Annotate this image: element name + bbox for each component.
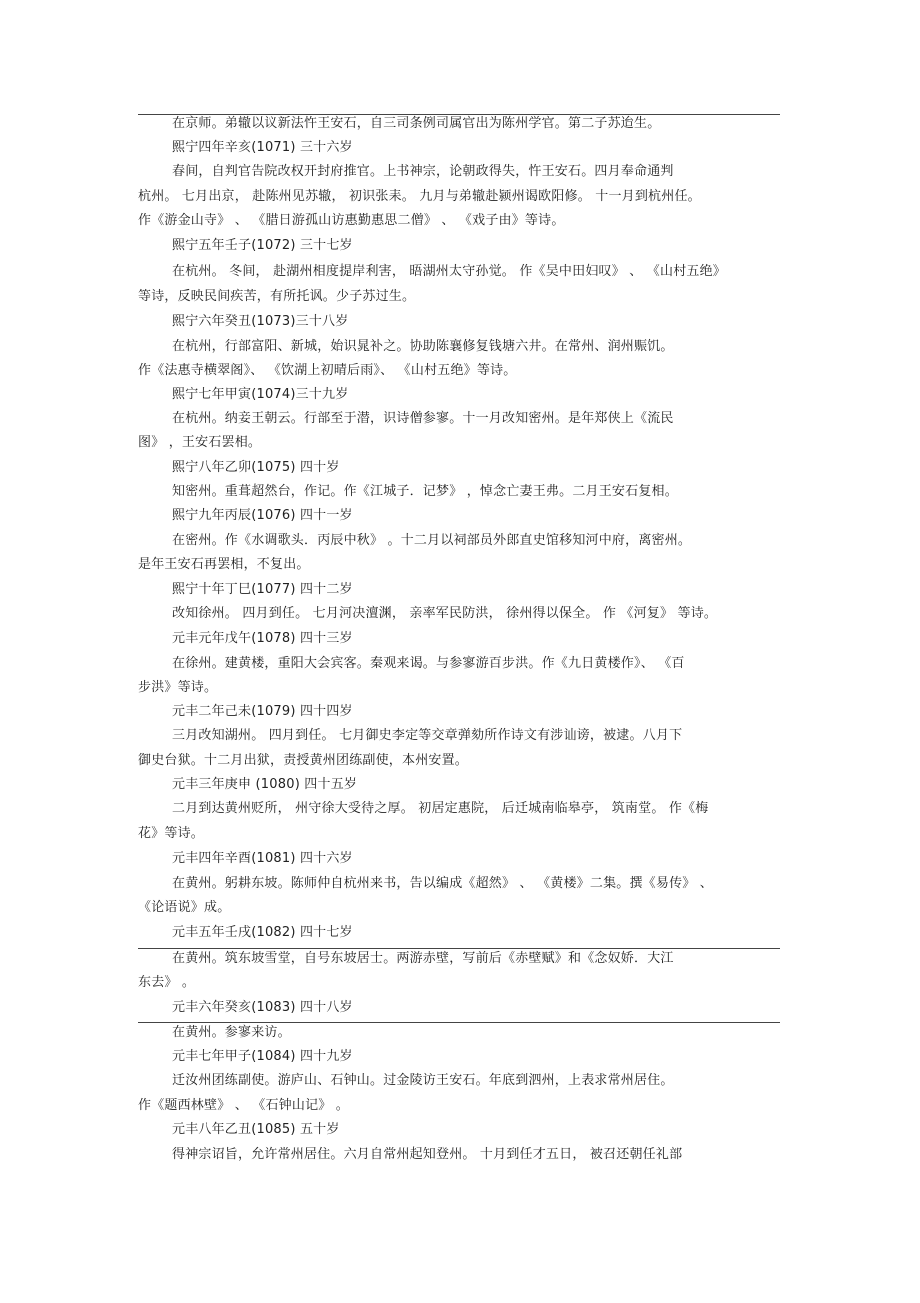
year-heading-1071: 熙宁四年辛亥(1071) 三十六岁 [172, 140, 353, 155]
body-line: 在杭州。纳妾王朝云。行部至于潜，识诗僧参寥。十一月改知密州。是年郑侠上《流民 [172, 411, 674, 426]
body-line: 步洪》等诗。 [138, 680, 218, 695]
body-line: 御史台狱。十二月出狱，责授黄州团练副使，本州安置。 [138, 753, 469, 768]
body-line: 在杭州。 冬间， 赴湖州相度提岸利害， 晤湖州太守孙觉。 作《吴中田妇叹》 、 《山村五绝》 [172, 264, 726, 279]
body-line: 在杭州，行部富阳、新城，始识晁补之。协助陈襄修复钱塘六井。在常州、润州赈饥。 [172, 339, 674, 354]
body-line: 东去》 。 [138, 975, 196, 990]
year-heading-1077: 熙宁十年丁巳(1077) 四十二岁 [172, 582, 353, 597]
year-heading-1075: 熙宁八年乙卯(1075) 四十岁 [172, 460, 340, 475]
body-line: 是年王安石再罢相，不复出。 [138, 557, 310, 572]
body-line: 迁汝州团练副使。游庐山、石钟山。过金陵访王安石。年底到泗州，上表求常州居住。 [172, 1073, 674, 1088]
body-line: 在京师。弟辙以议新法忤王安石，自三司条例司属官出为陈州学官。第二子苏迨生。 [172, 116, 661, 131]
body-line: 在黄州。筑东坡雪堂，自号东坡居士。两游赤壁，写前后《赤壁赋》和《念奴娇．大江 [172, 951, 674, 966]
section-rule-1083 [138, 1022, 780, 1023]
body-line: 在密州。作《水调歌头．丙辰中秋》 。十二月以祠部员外郎直史馆移知河中府，离密州。 [172, 533, 692, 548]
body-line: 在黄州。躬耕东坡。陈师仲自杭州来书，告以编成《超然》 、 《黄楼》二集。撰《易传》 、 [172, 876, 713, 891]
section-rule-1082 [138, 948, 780, 949]
body-line: 知密州。重葺超然台，作记。作《江城子．记梦》 ，悼念亡妻王弗。二月王安石复相。 [172, 484, 678, 499]
body-line: 春间，自判官告院改权开封府推官。上书神宗，论朝政得失，忤王安石。四月奉命通判 [172, 164, 674, 179]
year-heading-1079: 元丰二年己未(1079) 四十四岁 [172, 704, 353, 719]
body-line: 《论语说》成。 [138, 900, 231, 915]
year-heading-1074: 熙宁七年甲寅(1074)三十九岁 [172, 387, 349, 402]
body-line: 作《题西林壁》 、 《石钟山记》 。 [138, 1098, 349, 1113]
year-heading-1080: 元丰三年庚申 (1080) 四十五岁 [172, 777, 358, 792]
year-heading-1076: 熙宁九年丙辰(1076) 四十一岁 [172, 508, 353, 523]
year-heading-1084: 元丰七年甲子(1084) 四十九岁 [172, 1049, 353, 1064]
year-heading-1085: 元丰八年乙丑(1085) 五十岁 [172, 1122, 340, 1137]
body-line: 等诗，反映民间疾苦，有所托讽。少子苏过生。 [138, 289, 416, 304]
body-line: 在徐州。建黄楼，重阳大会宾客。秦观来谒。与参寥游百步洪。作《九日黄楼作》、 《百 [172, 656, 685, 671]
body-line: 三月改知湖州。 四月到任。 七月御史李定等交章弹劾所作诗文有涉讪谤，被逮。八月下 [172, 728, 683, 743]
body-line: 作《游金山寺》 、 《腊日游孤山访惠勤惠思二僧》 、 《戏子由》等诗。 [138, 213, 565, 228]
year-heading-1082: 元丰五年壬戌(1082) 四十七岁 [172, 925, 353, 940]
year-heading-1073: 熙宁六年癸丑(1073)三十八岁 [172, 314, 349, 329]
body-line: 图》 ，王安石罢相。 [138, 435, 262, 450]
year-heading-1078: 元丰元年戊午(1078) 四十三岁 [172, 631, 353, 646]
year-heading-1072: 熙宁五年壬子(1072) 三十七岁 [172, 238, 353, 253]
body-line: 在黄州。参寥来访。 [172, 1025, 291, 1040]
body-line: 杭州。 七月出京， 赴陈州见苏辙， 初识张耒。 九月与弟辙赴颍州谒欧阳修。 十一月到杭州任。 [138, 189, 701, 204]
body-line: 改知徐州。 四月到任。 七月河决澶渊， 亲率军民防洪， 徐州得以保全。 作 《河复》 等诗。 [172, 606, 718, 621]
body-line: 二月到达黄州贬所， 州守徐大受待之厚。 初居定惠院， 后迁城南临皋亭， 筑南堂。 作《梅 [172, 801, 709, 816]
body-line: 花》等诗。 [138, 826, 205, 841]
year-heading-1083: 元丰六年癸亥(1083) 四十八岁 [172, 1000, 353, 1015]
body-line: 得神宗诏旨，允许常州居住。六月自常州起知登州。 十月到任才五日， 被召还朝任礼部 [172, 1147, 683, 1162]
body-line: 作《法惠寺横翠阁》、 《饮湖上初晴后雨》、 《山村五绝》等诗。 [138, 363, 517, 378]
year-heading-1081: 元丰四年辛酉(1081) 四十六岁 [172, 851, 353, 866]
